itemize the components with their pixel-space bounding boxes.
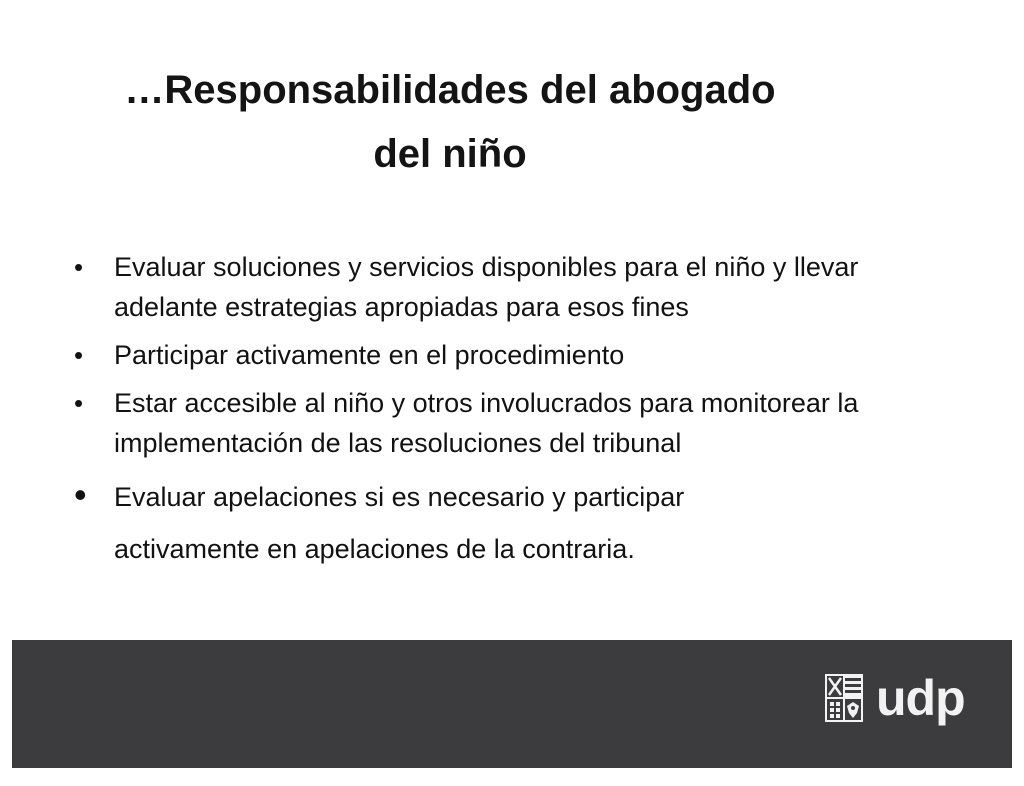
- bullet-item: [74, 247, 914, 327]
- bullet-icon: •: [74, 252, 84, 282]
- bullet-text: Evaluar soluciones y servicios disponibles para el niño y llevar adelante estrategias apropiadas para esos fines: [114, 252, 859, 322]
- title-line-1: …Responsabilidades del abogado: [124, 68, 776, 112]
- udp-logo: [824, 668, 965, 728]
- bullet-text: Participar activamente en el procedimiento: [114, 340, 625, 370]
- bullet-icon: •: [74, 388, 84, 418]
- slide-title: [60, 58, 840, 186]
- bullet-item: [74, 471, 914, 575]
- bullet-text-line-1: Evaluar apelaciones si es necesario y participar: [114, 482, 685, 512]
- footer-bar: [12, 640, 1012, 768]
- bullet-item: [74, 335, 914, 375]
- bullet-list: [74, 247, 914, 583]
- bullet-icon: •: [74, 340, 84, 370]
- bullet-text-line-2: activamente en apelaciones de la contraria.: [114, 534, 635, 564]
- university-crest-icon: [824, 673, 864, 723]
- bullet-icon: •: [74, 474, 87, 515]
- title-line-2: del niño: [373, 132, 527, 176]
- bullet-item: [74, 383, 914, 463]
- logo-wordmark: udp: [876, 670, 965, 726]
- bullet-text: Estar accesible al niño y otros involucrados para monitorear la implementación de las resoluciones del tribunal: [114, 388, 859, 458]
